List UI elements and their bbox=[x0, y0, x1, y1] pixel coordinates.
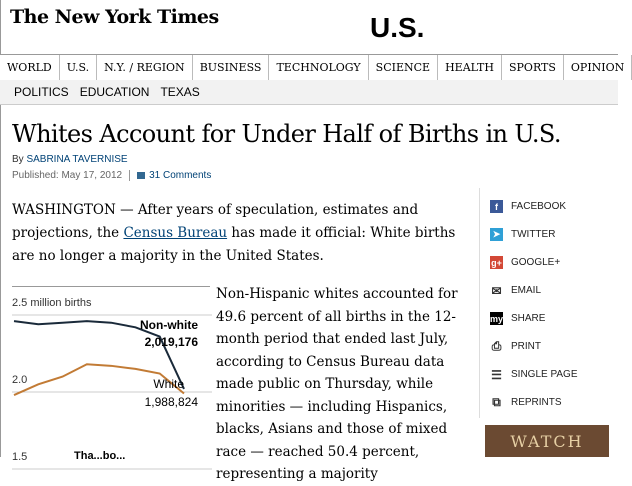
tool-google-[interactable] bbox=[490, 256, 560, 269]
y-tick-label: 1.5 bbox=[12, 451, 27, 463]
tool-single-page[interactable] bbox=[490, 368, 578, 381]
share-icon: my bbox=[490, 312, 503, 325]
reprints-icon: ⧉ bbox=[490, 396, 503, 409]
divider bbox=[129, 170, 130, 181]
byline-prefix: By bbox=[12, 154, 26, 165]
subnav-item-education[interactable]: EDUCATION bbox=[80, 85, 150, 99]
tool-label: SINGLE PAGE bbox=[511, 369, 578, 380]
nav-tab-u-s[interactable]: U.S. bbox=[60, 55, 97, 80]
tool-label: FACEBOOK bbox=[511, 201, 566, 212]
article-tools bbox=[479, 188, 610, 418]
body-paragraph: Non-Hispanic whites accounted for 49.6 percent of all births in the 12-month period that ended last July, according to Census Bureau data made public on Thursday, while minorities — including Hispanics, blacks, Asians and those of mixed race — reached 50.4 percent, representing a majority bbox=[216, 283, 471, 486]
section-title: U.S. bbox=[370, 12, 424, 44]
tool-reprints[interactable] bbox=[490, 396, 562, 409]
comment-icon[interactable] bbox=[137, 172, 145, 179]
series-label: 1,988,824 bbox=[145, 395, 199, 409]
series-label: 2,019,176 bbox=[145, 335, 199, 349]
tool-label: TWITTER bbox=[511, 229, 555, 240]
nav-tab-business[interactable]: BUSINESS bbox=[193, 55, 270, 80]
y-tick-label: 2.5 million births bbox=[12, 297, 92, 309]
watch-video-button[interactable]: WATCH bbox=[485, 425, 609, 457]
comments-link[interactable]: 31 Comments bbox=[149, 170, 211, 181]
lead-text-2: has made it official: White births are no longer a majority in the United States. bbox=[12, 225, 455, 264]
publish-info bbox=[12, 170, 211, 181]
tool-label: PRINT bbox=[511, 341, 541, 352]
nav-tab-technology[interactable]: TECHNOLOGY bbox=[269, 55, 368, 80]
chart-footer-label: Tha...bo... bbox=[74, 450, 125, 462]
subnav-item-politics[interactable]: POLITICS bbox=[14, 85, 69, 99]
google-plus-icon: g+ bbox=[490, 256, 503, 269]
facebook-icon: f bbox=[490, 200, 503, 213]
twitter-icon: ➤ bbox=[490, 228, 503, 241]
y-tick-label: 2.0 bbox=[12, 374, 27, 386]
tool-label: GOOGLE+ bbox=[511, 257, 560, 268]
tool-label: SHARE bbox=[511, 313, 545, 324]
births-chart[interactable] bbox=[12, 285, 212, 457]
lead-paragraph bbox=[12, 199, 462, 268]
subnav-item-texas[interactable]: TEXAS bbox=[160, 85, 199, 99]
nyt-logo[interactable]: The New York Times bbox=[10, 6, 219, 28]
series-label: White bbox=[153, 377, 184, 391]
single-page-icon: ☰ bbox=[490, 368, 503, 381]
subsection-nav bbox=[0, 80, 618, 105]
nav-tab-opinion[interactable]: OPINION bbox=[564, 55, 632, 80]
nav-tab-n-y-region[interactable]: N.Y. / REGION bbox=[97, 55, 193, 80]
tool-share[interactable] bbox=[490, 312, 545, 325]
section-nav bbox=[0, 54, 618, 81]
nav-tab-science[interactable]: SCIENCE bbox=[369, 55, 438, 80]
tool-print[interactable] bbox=[490, 340, 541, 353]
census-bureau-link[interactable]: Census Bureau bbox=[123, 225, 227, 241]
nav-tab-sports[interactable]: SPORTS bbox=[502, 55, 564, 80]
print-icon: ⎙ bbox=[490, 340, 503, 353]
email-icon: ✉ bbox=[490, 284, 503, 297]
nav-tab-world[interactable]: WORLD bbox=[0, 55, 60, 80]
tool-label: EMAIL bbox=[511, 285, 541, 296]
article-headline: Whites Account for Under Half of Births in U.S. bbox=[12, 120, 561, 148]
nav-tab-health[interactable]: HEALTH bbox=[438, 55, 502, 80]
tool-facebook[interactable] bbox=[490, 200, 566, 213]
series-label: Non-white bbox=[140, 318, 198, 332]
byline bbox=[12, 154, 128, 165]
author-link[interactable]: SABRINA TAVERNISE bbox=[26, 154, 127, 165]
tool-label: REPRINTS bbox=[511, 397, 562, 408]
tool-twitter[interactable] bbox=[490, 228, 555, 241]
lead-text-1: WASHINGTON — After years of speculation, estimates and projections, the bbox=[12, 202, 418, 241]
publish-date: Published: May 17, 2012 bbox=[12, 170, 122, 181]
tool-email[interactable] bbox=[490, 284, 541, 297]
